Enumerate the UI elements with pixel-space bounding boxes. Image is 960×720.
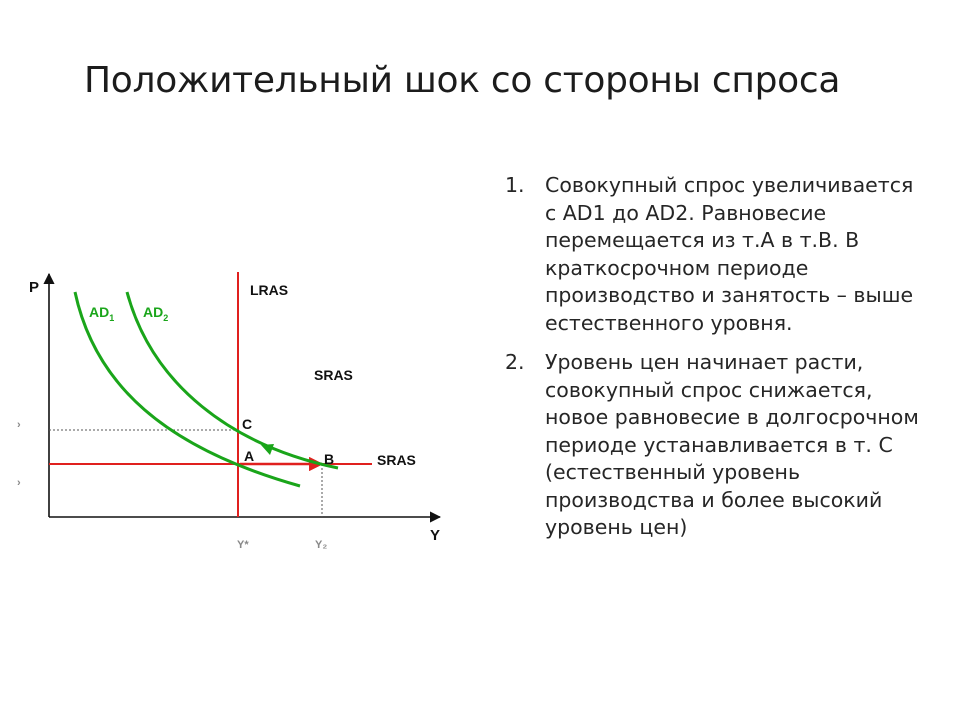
axis-p-label: P	[29, 279, 40, 296]
list-item	[505, 349, 925, 542]
slide-title: Положительный шок со стороны спроса	[84, 60, 841, 101]
p-upper-tick-label: ›	[17, 419, 21, 431]
point-c-label: C	[242, 416, 253, 432]
point-b-label: B	[324, 451, 335, 467]
list-item	[505, 172, 925, 337]
list-item-text: Уровень цен начинает расти, совокупный спрос снижается, новое равновесие в долгосрочном периоде устанавливается в т. С (естественный уровень производства и более высокий уровень цен)	[545, 350, 919, 539]
ad2-label: $AD_2$	[143, 304, 169, 323]
p-lower-tick-label: ›	[17, 477, 21, 489]
axis-y-label: Y	[430, 527, 441, 544]
sras-right-label: SRAS	[377, 452, 416, 468]
list-item-text: Совокупный спрос увеличивается с AD1 до AD2. Равновесие перемещается из т.А в т.В. В краткосрочном периоде производство и занятость – выше естественного уровня.	[545, 173, 914, 335]
list-item-number: 1.	[505, 173, 525, 197]
ad1-label: $AD_1$	[89, 304, 115, 323]
list-item-number: 2.	[505, 350, 525, 374]
lras-label: LRAS	[250, 282, 289, 298]
y2-label: Y₂	[315, 539, 328, 551]
y-star-label: Y*	[237, 539, 249, 551]
point-a-label: A	[244, 448, 255, 464]
explanation-list	[505, 172, 925, 554]
sras-top-label: SRAS	[314, 367, 353, 383]
